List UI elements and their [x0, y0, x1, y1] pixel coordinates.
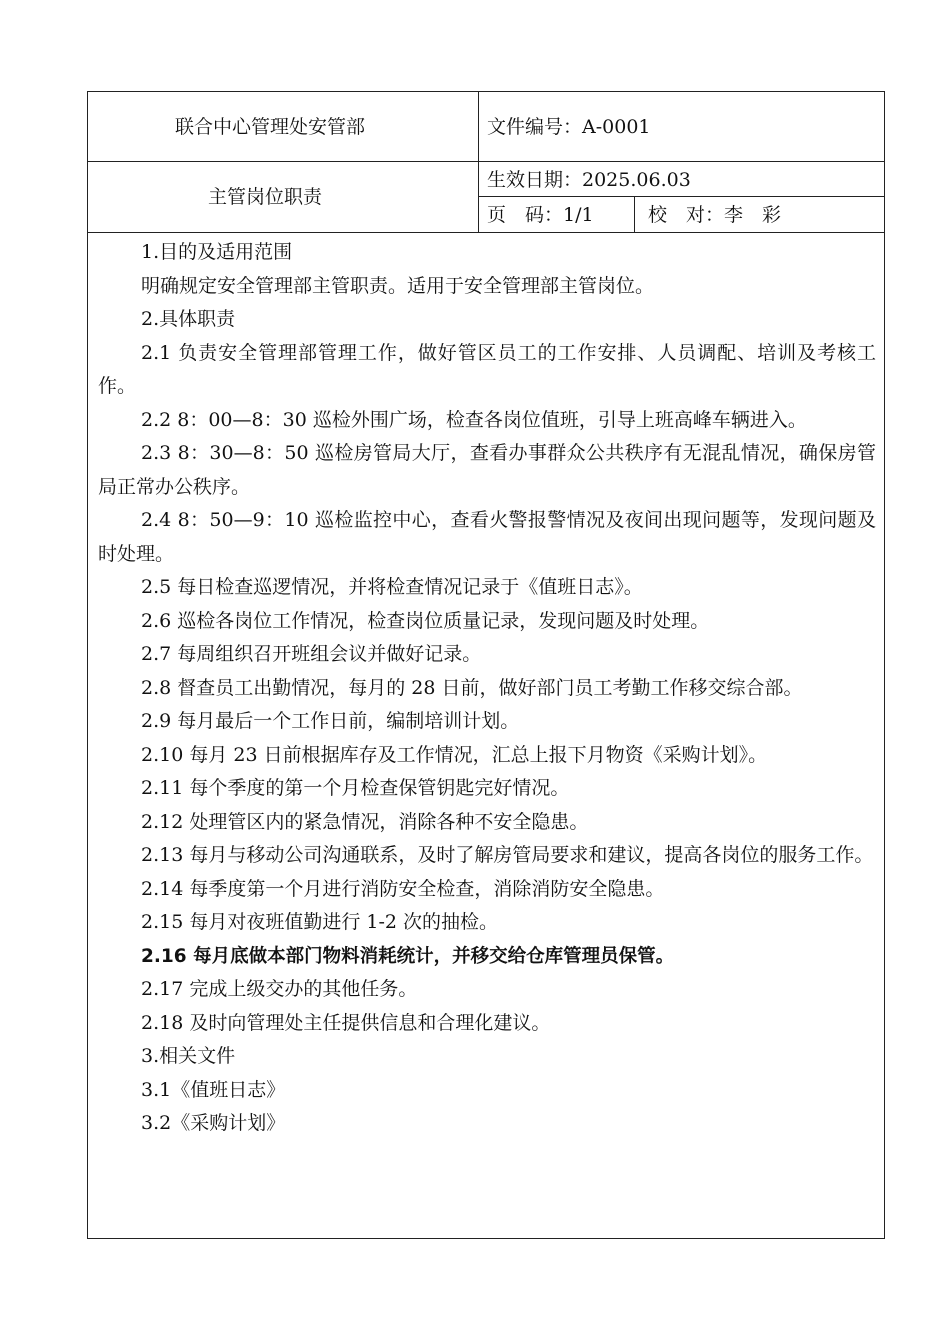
header-bottom-line [88, 232, 884, 233]
paragraph: 2.9 每月最后一个工作日前，编制培训计划。 [141, 710, 520, 732]
document-title: 主管岗位职责 [208, 186, 323, 208]
document-table [87, 91, 885, 1239]
document-number: 文件编号：A-0001 [487, 116, 651, 138]
paragraph: 3.2《采购计划》 [141, 1112, 286, 1134]
section-heading: 1.目的及适用范围 [141, 241, 293, 263]
page-checker-divider [634, 196, 635, 232]
paragraph: 2.12 处理管区内的紧急情况，消除各种不安全隐患。 [141, 810, 589, 833]
paragraph: 2.11 每个季度的第一个月检查保管钥匙完好情况。 [141, 777, 570, 799]
department-name: 联合中心管理处安管部 [175, 116, 366, 138]
paragraph: 2.10 每月 23 日前根据库存及工作情况，汇总上报下月物资《采购计划》。 [141, 743, 768, 766]
paragraph: 2.13 每月与移动公司沟通联系，及时了解房管局要求和建议，提高各岗位的服务工作。 [141, 844, 874, 866]
header-subrow-divider [478, 196, 884, 197]
header-row-divider [88, 161, 884, 162]
paragraph: 2.8 督查员工出勤情况，每月的 28 日前，做好部门员工考勤工作移交综合部。 [141, 676, 803, 699]
paragraph: 2.15 每月对夜班值勤进行 1-2 次的抽检。 [141, 911, 499, 933]
header-divider-vertical [478, 92, 479, 232]
paragraph: 2.17 完成上级交办的其他任务。 [141, 978, 418, 1000]
document-body [98, 236, 876, 1141]
paragraph: 3.1《值班日志》 [141, 1078, 286, 1101]
paragraph: 明确规定安全管理部主管职责。适用于安全管理部主管岗位。 [141, 274, 655, 297]
paragraph: 2.2 8：00—8：30 巡检外围广场，检查各岗位值班，引导上班高峰车辆进入。 [141, 408, 807, 431]
section-heading: 3.相关文件 [141, 1045, 236, 1067]
bold-paragraph: 2.16 每月底做本部门物料消耗统计，并移交给仓库管理员保管。 [141, 945, 675, 967]
section-heading: 2.具体职责 [141, 308, 236, 330]
paragraph: 2.3 8：30—8：50 巡检房管局大厅，查看办事群众公共秩序有无混乱情况，确保房管局正常办公秩序。 [98, 442, 876, 498]
page-number: 页 码：1/1 [487, 204, 594, 226]
paragraph: 2.5 每日检查巡逻情况，并将检查情况记录于《值班日志》。 [141, 576, 643, 598]
paragraph: 2.4 8：50—9：10 巡检监控中心，查看火警报警情况及夜间出现问题等，发现问题及时处理。 [98, 509, 876, 565]
paragraph: 2.6 巡检各岗位工作情况，检查岗位质量记录，发现问题及时处理。 [141, 609, 710, 632]
paragraph: 2.14 每季度第一个月进行消防安全检查，消除消防安全隐患。 [141, 877, 665, 900]
checker: 校 对：李 彩 [648, 204, 782, 226]
paragraph: 2.18 及时向管理处主任提供信息和合理化建议。 [141, 1011, 551, 1034]
paragraph: 2.1 负责安全管理部管理工作，做好管区员工的工作安排、人员调配、培训及考核工作。 [98, 341, 876, 397]
effective-date: 生效日期：2025.06.03 [487, 169, 691, 191]
paragraph: 2.7 每周组织召开班组会议并做好记录。 [141, 643, 482, 665]
